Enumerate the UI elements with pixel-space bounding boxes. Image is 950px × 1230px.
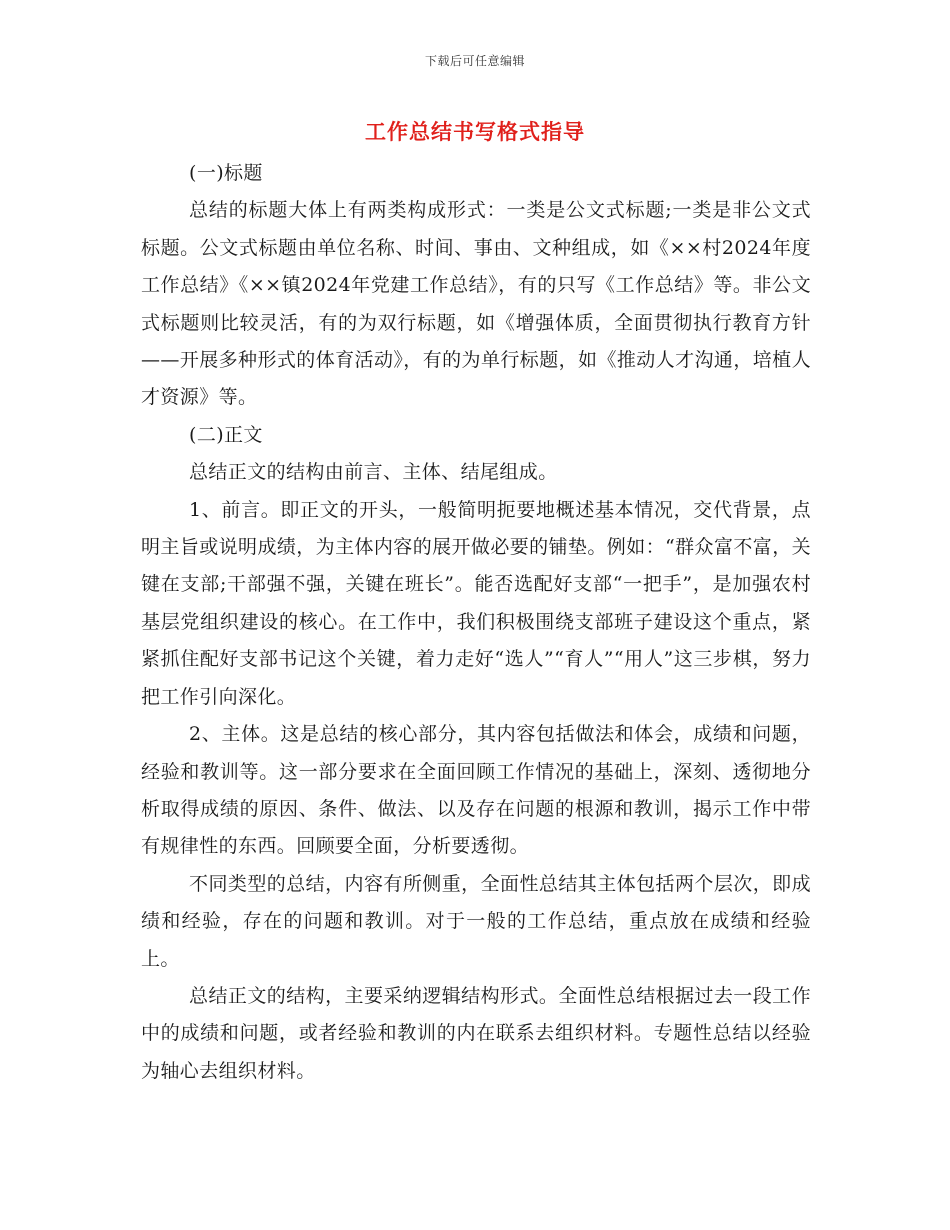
paragraph-preface: 1、前言。即正文的开头，一般简明扼要地概述基本情况，交代背景，点明主旨或说明成绩，为主体内容的展开做必要的铺垫。例如：“群众富不富，关键在支部;干部强不强，关键在班长”。能否选配好支部“一把手”，是加强农村基层党组织建设的核心。在工作中，我们积极围绕支部班子建设这个重点，紧紧抓住配好支部书记这个关键，着力走好“选人”“育人”“用人”这三步棋，努力把工作引向深化。 (141, 498, 811, 708)
paragraph-logic-structure: 总结正文的结构，主要采纳逻辑结构形式。全面性总结根据过去一段工作中的成绩和问题，或者经验和教训的内在联系去组织材料。专题性总结以经验为轴心去组织材料。 (141, 984, 811, 1082)
paragraph-types: 不同类型的总结，内容有所侧重，全面性总结其主体包括两个层次，即成绩和经验，存在的问题和教训。对于一般的工作总结，重点放在成绩和经验上。 (141, 872, 811, 970)
header-note: 下载后可任意编辑 (424, 54, 525, 68)
paragraph-body-structure: 总结正文的结构由前言、主体、结尾组成。 (189, 461, 558, 484)
document-body (141, 155, 811, 1090)
paragraph-title-forms: 总结的标题大体上有两类构成形式：一类是公文式标题;一类是非公文式标题。公文式标题由单位名称、时间、事由、文种组成，如《××村2024年度工作总结》《××镇2024年党建工作总结》，有的只写《工作总结》等。非公文式标题则比较灵活，有的为双行标题，如《增强体质，全面贯彻执行教育方针——开展多种形式的体育活动》，有的为单行标题，如《推动人才沟通，培植人才资源》等。 (141, 199, 811, 409)
paragraph-main-part: 2、主体。这是总结的核心部分，其内容包括做法和体会，成绩和问题，经验和教训等。这一部分要求在全面回顾工作情况的基础上，深刻、透彻地分析取得成绩的原因、条件、做法、以及存在问题的根源和教训，揭示工作中带有规律性的东西。回顾要全面，分析要透彻。 (141, 723, 811, 858)
section-heading-body: (二)正文 (189, 423, 263, 446)
section-heading-title: (一)标题 (189, 162, 263, 184)
document-title: 工作总结书写格式指导 (365, 120, 585, 144)
